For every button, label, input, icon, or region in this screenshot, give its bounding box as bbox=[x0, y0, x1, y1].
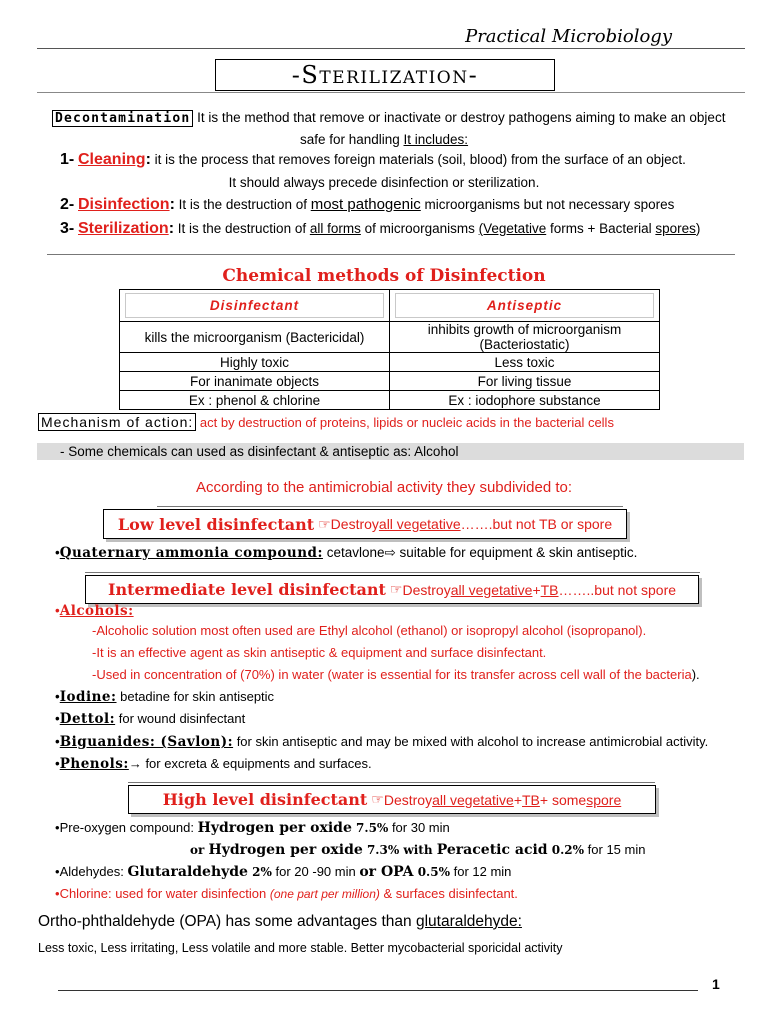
step-text-underlined: all forms bbox=[309, 221, 361, 236]
intro-rule bbox=[157, 506, 623, 507]
step-term-disinfection: Disinfection bbox=[78, 196, 170, 213]
includes-text: It includes: bbox=[403, 132, 469, 147]
alcohols-line-3 bbox=[92, 667, 700, 682]
opa-text: Less toxic, Less irritating, Less volatile and more stable. Better mycobacterial sporicidal activity bbox=[38, 941, 563, 955]
decontamination-line2 bbox=[0, 132, 768, 147]
page-title-box bbox=[215, 59, 555, 91]
alcohols-line: -It is an effective agent as skin antiseptic & equipment and surface disinfectant. bbox=[92, 645, 547, 660]
level-desc: + bbox=[513, 791, 522, 808]
decontamination-line2-prefix: safe for handling bbox=[299, 132, 404, 147]
table-cell: inhibits growth of microorganism (Bacteriostatic) bbox=[390, 322, 660, 353]
high-level-title: High level disinfectant bbox=[162, 790, 368, 809]
or-text: or bbox=[190, 843, 209, 857]
chem-concentration: 2% bbox=[247, 865, 272, 879]
item-text: for 30 min bbox=[388, 820, 450, 835]
title-rule bbox=[37, 92, 745, 93]
pointing-hand-icon: ☞ bbox=[318, 515, 331, 532]
level-desc-underlined: TB bbox=[540, 581, 559, 598]
chem-concentration: 7.3% with bbox=[362, 843, 437, 857]
pre-oxygen-alt bbox=[190, 842, 645, 858]
decontamination-definition: It is the method that remove or inactivate or destroy pathogens aiming to make an object bbox=[193, 110, 726, 125]
section-rule bbox=[47, 254, 735, 255]
phenols-name: Phenols: bbox=[59, 756, 129, 772]
step-text: ) bbox=[695, 221, 701, 236]
item-text: cetavlone bbox=[322, 545, 385, 560]
header-disinfectant: Disinfectant bbox=[125, 293, 384, 318]
step-sterilization bbox=[60, 220, 700, 238]
subdivision-intro: According to the antimicrobial activity they subdivided to: bbox=[195, 479, 573, 496]
step-number: 1- bbox=[60, 151, 75, 168]
table-header-cell bbox=[120, 290, 390, 322]
chem-name: Glutaraldehyde bbox=[127, 864, 248, 880]
step-text: microorganisms but not necessary spores bbox=[420, 197, 675, 212]
level-desc-underlined: all vegetative bbox=[378, 516, 461, 532]
mechanism-label: Mechanism of action: bbox=[38, 413, 196, 431]
step-text: forms + Bacterial bbox=[546, 221, 656, 236]
chem-concentration: 0.2% bbox=[547, 843, 585, 857]
table-row bbox=[120, 353, 660, 372]
chem-name: Hydrogen per oxide bbox=[208, 842, 363, 858]
item-text: for wound disinfectant bbox=[115, 711, 246, 726]
step-text-underlined: (Vegetative bbox=[478, 221, 547, 236]
dettol-name: Dettol: bbox=[59, 711, 116, 727]
phenols-item bbox=[55, 756, 372, 772]
table-header-row bbox=[120, 290, 660, 322]
bullet-icon: • bbox=[55, 734, 60, 749]
step-term-sterilization: Sterilization bbox=[78, 220, 169, 237]
intermediate-rule bbox=[85, 572, 700, 573]
course-title: Practical Microbiology bbox=[465, 26, 672, 47]
mechanism-text: act by destruction of proteins, lipids or nucleic acids in the bacterial cells bbox=[196, 415, 614, 430]
opa-heading-underlined: glutaraldehyde: bbox=[415, 913, 522, 930]
or-text: or bbox=[359, 864, 381, 880]
alcohols-line: -Alcoholic solution most often used are Ethyl alcohol (ethanol) or isopropyl alcohol (isopropanol). bbox=[92, 623, 647, 638]
table-cell: For living tissue bbox=[390, 372, 660, 391]
arrow-icon: ⇨ bbox=[384, 545, 396, 560]
table-cell: Ex : iodophore substance bbox=[390, 391, 660, 410]
table-row bbox=[120, 372, 660, 391]
item-text: Chlorine: used for water disinfection bbox=[59, 886, 270, 901]
level-desc: Destroy bbox=[330, 516, 379, 532]
low-level-box bbox=[103, 509, 627, 539]
alcohols-name: Alcohols: bbox=[59, 603, 134, 619]
alcohols-line-end: ). bbox=[691, 667, 700, 682]
step-cleaning bbox=[60, 151, 686, 169]
mechanism-line bbox=[38, 414, 614, 430]
step-number: 2- bbox=[60, 196, 75, 213]
intermediate-level-box bbox=[85, 575, 699, 604]
chemical-methods-title: Chemical methods of Disinfection bbox=[222, 266, 546, 286]
header-rule bbox=[37, 48, 745, 49]
step-number: 3- bbox=[60, 220, 75, 237]
level-desc: Destroy bbox=[383, 791, 433, 808]
opa-heading-text: Ortho-phthaldehyde (OPA) has some advantages than bbox=[38, 913, 416, 930]
level-desc-underlined: all vegetative bbox=[450, 581, 533, 598]
aldehydes-label: Aldehydes: bbox=[59, 864, 128, 879]
step-colon: : bbox=[168, 220, 175, 237]
level-desc: + some bbox=[539, 791, 587, 808]
step-text: it is the process that removes foreign materials (soil, blood) from the surface of an object. bbox=[150, 152, 686, 167]
biguanides-name: Biguanides: (Savlon): bbox=[59, 734, 234, 750]
alcohols-line: -Used in concentration of (70%) in water (water is essential for its transfer across cell wall of the bacteria bbox=[92, 667, 692, 682]
step-disinfection bbox=[60, 196, 674, 214]
iodine-name: Iodine: bbox=[59, 689, 117, 705]
dettol-item bbox=[55, 711, 245, 727]
step-cleaning-line2: It should always precede disinfection or sterilization. bbox=[228, 175, 540, 190]
bullet-icon: • bbox=[55, 689, 60, 704]
table-cell: kills the microorganism (Bactericidal) bbox=[120, 322, 390, 353]
chem-concentration: 7.5% bbox=[351, 821, 389, 835]
table-row bbox=[120, 391, 660, 410]
table-row bbox=[120, 322, 660, 353]
bullet-icon: • bbox=[55, 820, 60, 835]
pre-oxygen-item bbox=[55, 820, 450, 836]
level-desc: …….but not TB or spore bbox=[460, 516, 613, 532]
item-text: for 15 min bbox=[584, 842, 646, 857]
step-colon: : bbox=[145, 151, 151, 168]
table-cell: Ex : phenol & chlorine bbox=[120, 391, 390, 410]
pre-oxygen-label: Pre-oxygen compound: bbox=[59, 820, 198, 835]
page-number: 1 bbox=[712, 976, 720, 992]
item-text: → for excreta & equipments and surfaces. bbox=[128, 756, 372, 771]
level-desc: Destroy bbox=[402, 581, 451, 598]
opa-heading bbox=[38, 913, 522, 931]
bullet-icon: • bbox=[55, 756, 60, 771]
bullet-icon: • bbox=[55, 603, 60, 618]
bullet-icon: • bbox=[55, 545, 60, 560]
biguanides-item bbox=[55, 734, 708, 750]
disinfectant-antiseptic-table bbox=[119, 289, 660, 410]
chem-name: Peracetic acid bbox=[436, 842, 548, 858]
low-level-title: Low level disinfectant bbox=[117, 514, 315, 534]
table-cell: For inanimate objects bbox=[120, 372, 390, 391]
alcohols-item bbox=[55, 603, 134, 619]
table-cell: Highly toxic bbox=[120, 353, 390, 372]
item-text: for 20 -90 min bbox=[271, 864, 360, 879]
step-text: It is the destruction of bbox=[174, 197, 311, 212]
iodine-item bbox=[55, 689, 274, 705]
quaternary-name: Quaternary ammonia compound: bbox=[59, 545, 323, 561]
item-text: for skin antiseptic and may be mixed with alcohol to increase antimicrobial activity. bbox=[233, 734, 709, 749]
item-text-italic: (one part per million) bbox=[269, 887, 380, 901]
table-cell: Less toxic bbox=[390, 353, 660, 372]
chem-name: OPA bbox=[380, 864, 414, 880]
footer-rule bbox=[58, 990, 698, 991]
item-text: for 12 min bbox=[449, 864, 512, 879]
chem-name: Hydrogen per oxide bbox=[197, 820, 352, 836]
bullet-icon: • bbox=[55, 886, 60, 901]
level-desc-underlined: spore bbox=[586, 791, 622, 808]
decontamination-line1 bbox=[52, 110, 725, 126]
step-text: of microorganisms bbox=[360, 221, 479, 236]
bullet-icon: • bbox=[55, 711, 60, 726]
level-desc-underlined: all vegetative bbox=[432, 791, 514, 808]
header-antiseptic: Antiseptic bbox=[395, 293, 654, 318]
step-term-cleaning: Cleaning bbox=[78, 151, 146, 168]
pointing-hand-icon: ☞ bbox=[389, 581, 403, 597]
item-text: suitable for equipment & skin antiseptic. bbox=[395, 545, 638, 560]
pointing-hand-icon: ☞ bbox=[371, 791, 384, 807]
aldehydes-item bbox=[55, 864, 511, 880]
chlorine-item bbox=[55, 886, 518, 901]
item-text: & surfaces disinfectant. bbox=[379, 886, 518, 901]
step-text-underlined: spores bbox=[655, 221, 696, 236]
step-text-underlined: most pathogenic bbox=[310, 196, 421, 213]
item-text: betadine for skin antiseptic bbox=[116, 689, 275, 704]
level-desc: + bbox=[532, 581, 541, 598]
level-desc-underlined: TB bbox=[522, 791, 540, 808]
page-title: -Sterilization- bbox=[291, 61, 479, 89]
bullet-icon: • bbox=[55, 864, 60, 879]
decontamination-term: Decontamination bbox=[52, 110, 193, 127]
quaternary-item bbox=[55, 545, 637, 561]
high-level-box bbox=[128, 785, 656, 814]
high-rule bbox=[128, 782, 655, 783]
level-desc: ……..but not spore bbox=[558, 581, 677, 598]
step-text: It is the destruction of bbox=[174, 221, 310, 236]
dual-use-note: - Some chemicals can used as disinfectant & antiseptic as: Alcohol bbox=[60, 444, 459, 459]
chem-concentration: 0.5% bbox=[413, 865, 450, 879]
intermediate-level-title: Intermediate level disinfectant bbox=[107, 580, 386, 599]
table-header-cell bbox=[390, 290, 660, 322]
step-colon: : bbox=[169, 196, 175, 213]
